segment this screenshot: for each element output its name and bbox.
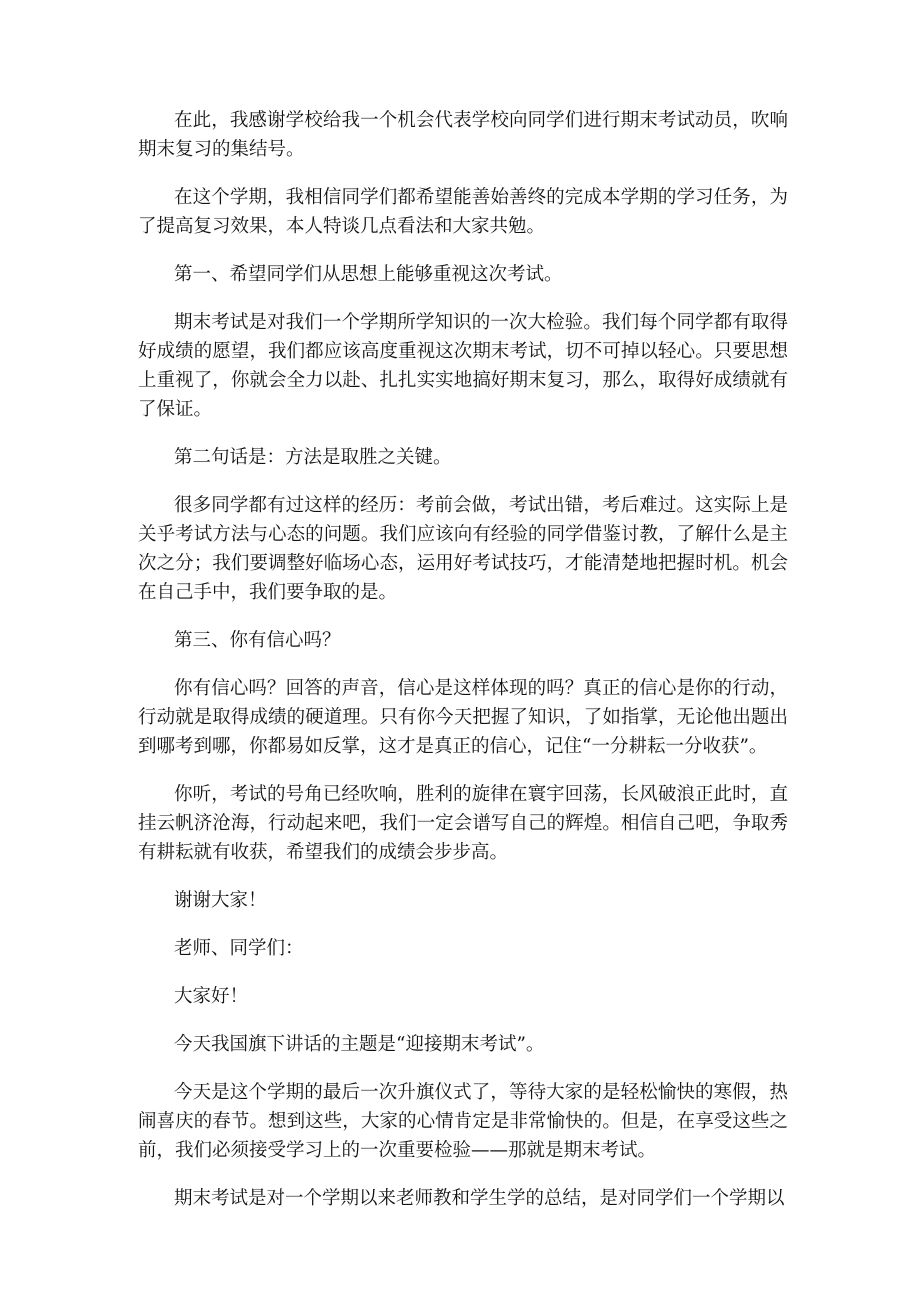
heading-point-two: 第二句话是：方法是取胜之关键。 [174,447,452,468]
paragraph-6: 你听，考试的号角已经吹响，胜利的旋律在寰宇回荡，长风破浪正此时，直挂云帆济沧海，行动起来吧，我们一定会谱写自己的辉煌。相信自己吧，争取秀有耕耘就有收获，希望我们的成绩会步步高。 [138,784,788,863]
paragraph-topic: 今天我国旗下讲话的主题是“迎接期末考试”。 [174,1034,545,1055]
heading-point-three: 第三、你有信心吗？ [174,630,341,651]
paragraph-5: 你有信心吗？回答的声音，信心是这样体现的吗？真正的信心是你的行动，行动就是取得成绩的硬道理。只有你今天把握了知识，了如指掌，无论他出题出到哪考到哪，你都易如反掌，这才是真正的信心，记住“一分耕耘一分收获”。 [138,678,788,757]
greeting-line: 大家好！ [174,986,249,1007]
document-body [138,106,788,1232]
salutation-line: 老师、同学们： [174,938,304,959]
paragraph-1: 在此，我感谢学校给我一个机会代表学校向同学们进行期末考试动员，吹响期末复习的集结号。 [138,110,788,160]
heading-point-one: 第一、希望同学们从思想上能够重视这次考试。 [174,264,563,285]
paragraph-7: 今天是这个学期的最后一次升旗仪式了，等待大家的是轻松愉快的寒假，热闹喜庆的春节。想到这些，大家的心情肯定是非常愉快的。但是，在享受这些之前，我们必须接受学习上的一次重要检验——那就是期末考试。 [138,1082,788,1161]
paragraph-4: 很多同学都有过这样的经历：考前会做，考试出错，考后难过。这实际上是关乎考试方法与心态的问题。我们应该向有经验的同学借鉴讨教，了解什么是主次之分；我们要调整好临场心态，运用好考试技巧，才能清楚地把握时机。机会在自己手中，我们要争取的是。 [138,495,788,603]
paragraph-2: 在这个学期，我相信同学们都希望能善始善终的完成本学期的学习任务，为了提高复习效果，本人特谈几点看法和大家共勉。 [138,187,788,237]
paragraph-3: 期末考试是对我们一个学期所学知识的一次大检验。我们每个同学都有取得好成绩的愿望，我们都应该高度重视这次期末考试，切不可掉以轻心。只要思想上重视了，你就会全力以赴、扎扎实实地搞好期末复习，那么，取得好成绩就有了保证。 [138,312,788,420]
paragraph-8: 期末考试是对一个学期以来老师教和学生学的总结，是对同学们一个学期以 [174,1188,785,1209]
thanks-line: 谢谢大家！ [174,890,267,911]
